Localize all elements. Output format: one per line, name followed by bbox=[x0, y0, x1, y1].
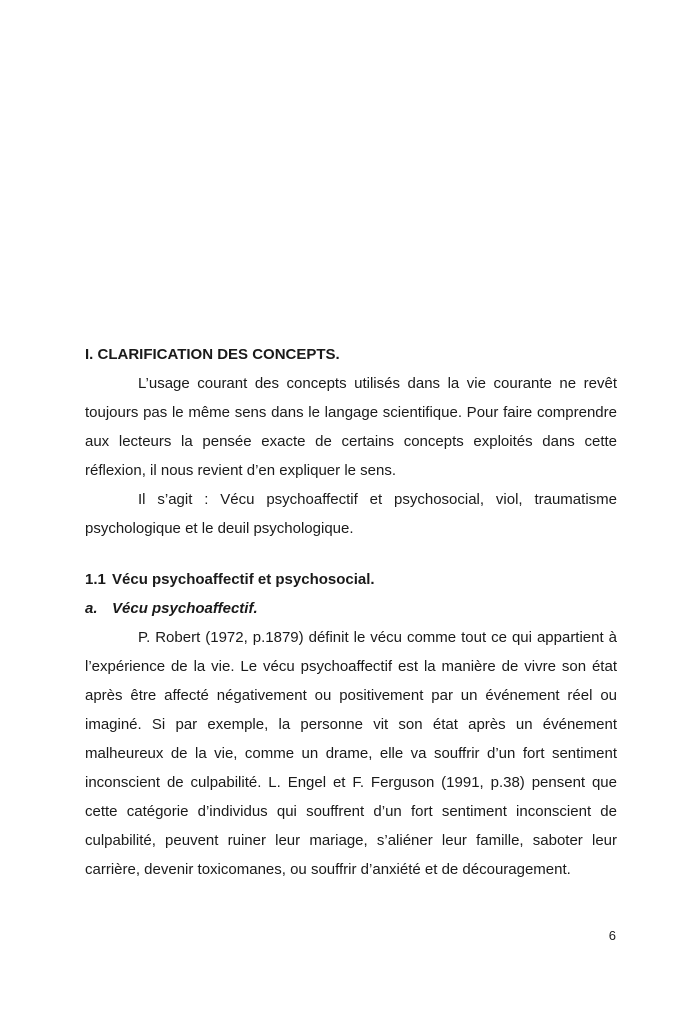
subsection-title: Vécu psychoaffectif et psychosocial. bbox=[112, 571, 375, 588]
subsection-number: 1.1 bbox=[85, 571, 106, 588]
item-a-title: Vécu psychoaffectif. bbox=[112, 600, 258, 617]
paragraph-terms: Il s’agit : Vécu psychoaffectif et psychosocial, viol, traumatisme psychologique et le deuil psychologique. bbox=[85, 491, 617, 537]
section-heading: I. CLARIFICATION DES CONCEPTS. bbox=[85, 346, 340, 363]
item-a-number: a. bbox=[85, 600, 98, 617]
paragraph-vecu: P. Robert (1972, p.1879) définit le vécu comme tout ce qui appartient à l’expérience de la vie. Le vécu psychoaffectif est la manière de vivre son état après être affecté négativement ou positivement par un événement réel ou imaginé. Si par exemple, la personne vit son état après un événement malheureux de la vie, comme un drame, elle va souffrir d’un fort sentiment inconscient de culpabilité. L. Engel et F. Ferguson (1991, p.38) pensent que cette catégorie d’individus qui souffrent d’un fort sentiment inconscient de culpabilité, peuvent ruiner leur mariage, s’aliéner leur famille, saboter leur carrière, devenir toxicomanes, ou souffrir d’anxiété et de découragement. bbox=[85, 629, 617, 878]
paragraph-intro: L’usage courant des concepts utilisés dans la vie courante ne revêt toujours pas le même sens dans le langage scientifique. Pour faire comprendre aux lecteurs la pensée exacte de certains concepts exploités dans cette réflexion, il nous revient d’en expliquer le sens. bbox=[85, 375, 617, 479]
document-content bbox=[85, 340, 617, 884]
item-a-heading bbox=[85, 594, 617, 623]
page-number: 6 bbox=[608, 928, 616, 943]
subsection-heading bbox=[85, 565, 617, 594]
